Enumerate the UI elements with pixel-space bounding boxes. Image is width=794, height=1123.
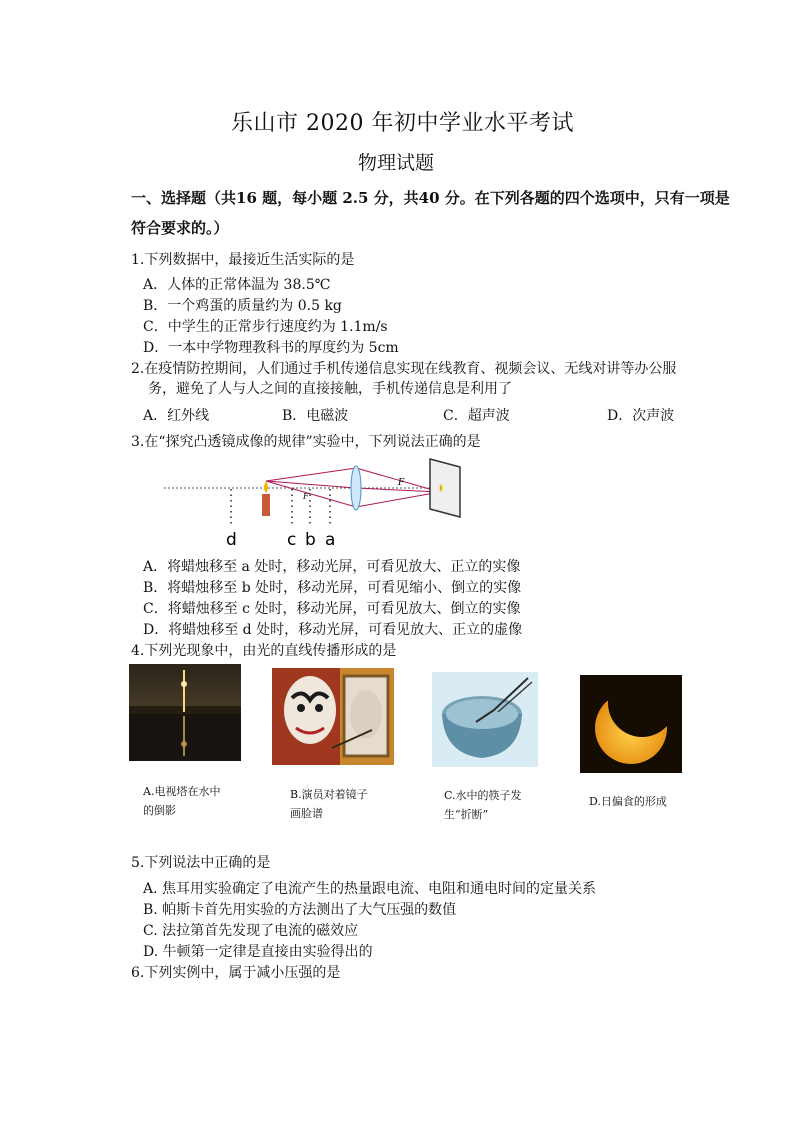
question-3-option-b: B．将蜡烛移至 b 处时，移动光屏，可看见缩小、倒立的实像: [143, 580, 522, 596]
focal-label-left: F: [303, 492, 309, 501]
question-2-option-a: A．红外线: [143, 408, 210, 424]
question-5-stem: 5.下列说法中正确的是: [131, 855, 271, 871]
candle: [262, 494, 270, 516]
caption-d: [589, 792, 689, 811]
caption-a-line2: 的倒影: [143, 804, 176, 817]
question-2-option-b: B．电磁波: [282, 408, 349, 424]
light-screen: [430, 459, 460, 517]
question-3-option-d: D．将蜡烛移至 d 处时，移动光屏，可看见放大、正立的虚像: [143, 622, 523, 638]
caption-b: [290, 785, 390, 823]
caption-c-line1: C.水中的筷子发: [444, 789, 522, 802]
tv-tower-reflection-photo: [129, 664, 241, 761]
section-header-line2: 符合要求的。）: [131, 219, 229, 237]
question-2-option-d: D．次声波: [607, 408, 675, 424]
question-3-option-a: A．将蜡烛移至 a 处时，移动光屏，可看见放大、正立的实像: [143, 559, 521, 575]
question-1-option-a: A．人体的正常体温为 38.5℃: [143, 277, 331, 293]
caption-d-line1: D.日偏食的形成: [589, 795, 667, 808]
question-1-stem: 1.下列数据中，最接近生活实际的是: [131, 252, 355, 268]
caption-a: [143, 782, 243, 820]
caption-c-line2: 生“折断”: [444, 808, 489, 821]
question-3-stem: 3.在“探究凸透镜成像的规律”实验中，下列说法正确的是: [131, 434, 481, 450]
question-1-option-c: C．中学生的正常步行速度约为 1.1m/s: [143, 319, 388, 335]
position-label-b: b: [305, 530, 316, 550]
position-label-c: c: [287, 530, 297, 550]
question-5-option-a: A. 焦耳用实验确定了电流产生的热量跟电流、电阻和通电时间的定量关系: [143, 881, 597, 897]
exam-title: 乐山市 2020 年初中学业水平考试: [231, 111, 574, 136]
question-5-option-b: B. 帕斯卡首先用实验的方法测出了大气压强的数值: [143, 902, 457, 918]
exam-subtitle: 物理试题: [358, 152, 435, 174]
section-header-line1: 一、选择题（共16 题，每小题 2.5 分，共40 分。在下列各题的四个选项中，只有一项是: [131, 189, 730, 207]
question-3-option-c: C．将蜡烛移至 c 处时，移动光屏，可看见放大、倒立的实像: [143, 601, 521, 617]
chopsticks-in-water-photo: [432, 672, 538, 767]
lens-experiment-diagram: [160, 455, 470, 550]
question-4-stem: 4.下列光现象中，由光的直线传播形成的是: [131, 643, 397, 659]
convex-lens: [351, 466, 361, 510]
question-2-option-c: C．超声波: [443, 408, 510, 424]
question-1-option-d: D．一本中学物理教科书的厚度约为 5cm: [143, 340, 399, 356]
question-5-option-c: C. 法拉第首先发现了电流的磁效应: [143, 923, 359, 939]
candle-flame: [264, 481, 268, 493]
partial-solar-eclipse-photo: [580, 675, 682, 773]
opera-face-painting-photo: [272, 668, 394, 765]
position-label-d: d: [226, 530, 237, 550]
caption-a-line1: A.电视塔在水中: [143, 785, 221, 798]
focal-label-right: F: [398, 478, 405, 488]
caption-c: [444, 786, 544, 824]
question-6-stem: 6.下列实例中，属于减小压强的是: [131, 965, 341, 981]
question-2-stem-line1: 2.在疫情防控期间，人们通过手机传递信息实现在线教育、视频会议、无线对讲等办公服: [131, 361, 677, 377]
caption-b-line1: B.演员对着镜子: [290, 788, 368, 801]
question-1-option-b: B．一个鸡蛋的质量约为 0.5 kg: [143, 298, 342, 314]
position-label-a: a: [325, 530, 336, 550]
question-5-option-d: D. 牛顿第一定律是直接由实验得出的: [143, 944, 373, 960]
caption-b-line2: 画脸谱: [290, 807, 323, 820]
question-2-stem-line2: 务，避免了人与人之间的直接接触，手机传递信息是利用了: [148, 381, 512, 397]
